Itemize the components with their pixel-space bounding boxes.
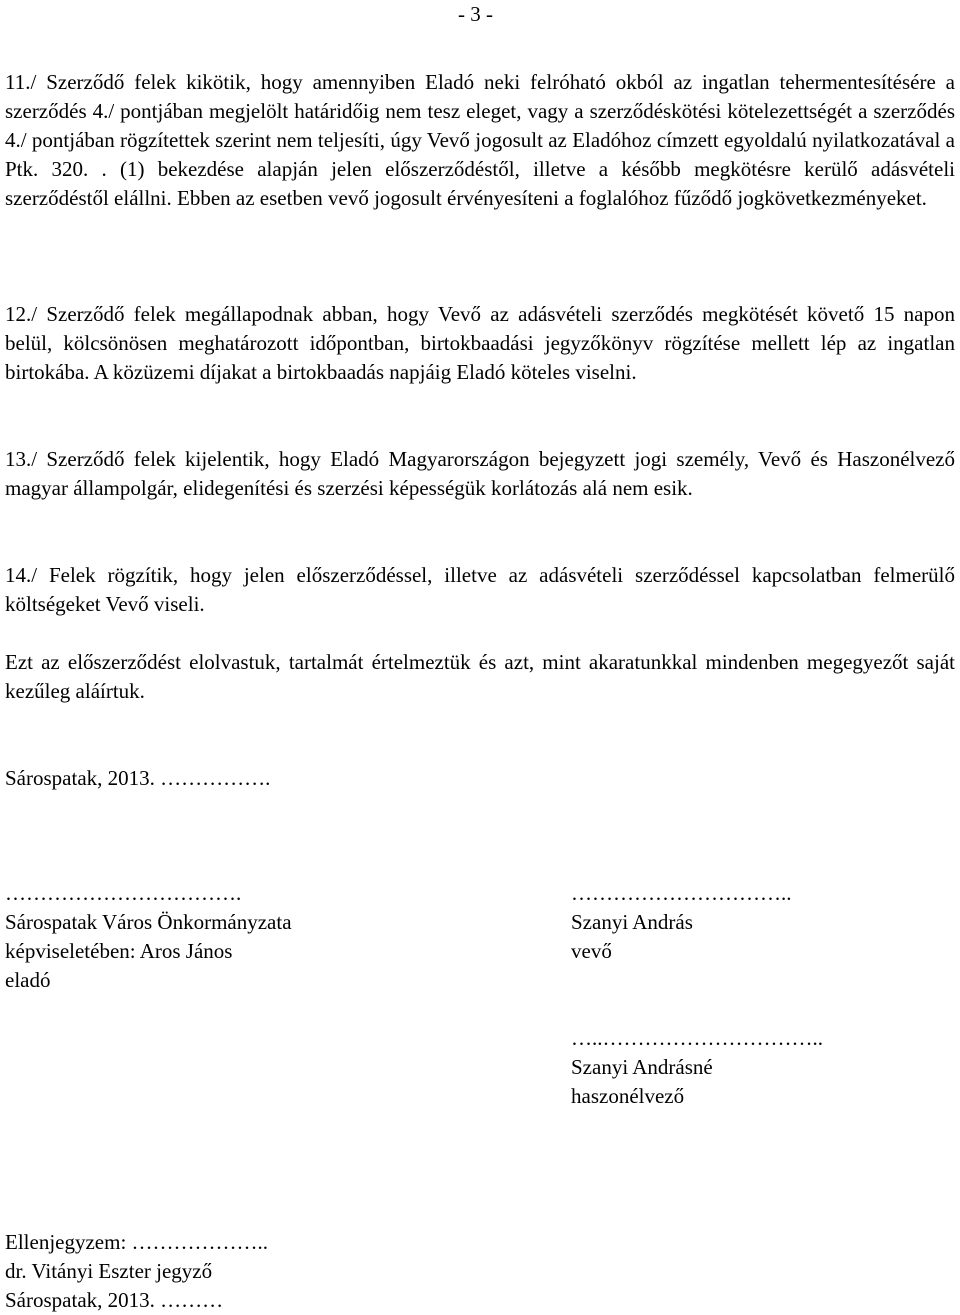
buyer-signature-line: ………………………….. (571, 881, 792, 905)
beneficiary-signature-line: …..………………………….. (571, 1026, 823, 1050)
countersign-name: dr. Vitányi Eszter jegyző (5, 1259, 213, 1283)
clause-13: 13./ Szerződő felek kijelentik, hogy Eladó Magyarországon bejegyzett jogi személy, Vevő és Haszonélvező magyar állampolgár, elidegenítési és szerzési képességük korlátozás alá nem esik. (5, 447, 955, 500)
page-number: - 3 - (458, 2, 493, 26)
buyer-name: Szanyi András (571, 910, 693, 934)
countersign-place-date: Sárospatak, 2013. ……… (5, 1288, 224, 1312)
seller-representative: képviseletében: Aros János (5, 939, 233, 963)
seller-role: eladó (5, 968, 51, 992)
clause-14: 14./ Felek rögzítik, hogy jelen előszerződéssel, illetve az adásvételi szerződéssel kapcsolatban felmerülő költségeket Vevő viseli. (5, 563, 955, 616)
clause-11: 11./ Szerződő felek kikötik, hogy amennyiben Eladó neki felróható okból az ingatlan tehermentesítésére a szerződés 4./ pontjában megjelölt határidőig nem tesz eleget, vagy a szerződéskötési kötelezettségét a szerződés 4./ pontjában rögzítettek szerint nem teljesíti, úgy Vevő jogosult az Eladóhoz címzett egyoldalú nyilatkozatával a Ptk. 320. . (1) bekezdése alapján jelen előszerződéstől, illetve a később megkötésre kerülő adásvételi szerződéstől elállni. Ebben az esetben vevő jogosult érvényesíteni a foglalóhoz fűződő jogkövetkezményeket. (5, 70, 955, 210)
seller-signature-line: ……………………………. (5, 881, 242, 905)
beneficiary-name: Szanyi Andrásné (571, 1055, 713, 1079)
beneficiary-role: haszonélvező (571, 1084, 685, 1108)
closing-statement: Ezt az előszerződést elolvastuk, tartalmát értelmeztük és azt, mint akaratunkkal mindenben megegyezőt saját kezűleg aláírtuk. (5, 650, 955, 703)
countersign-label: Ellenjegyzem: ……………….. (5, 1230, 269, 1254)
seller-name: Sárospatak Város Önkormányzata (5, 910, 292, 934)
clause-12: 12./ Szerződő felek megállapodnak abban, hogy Vevő az adásvételi szerződés megkötését követő 15 napon belül, kölcsönösen meghatározott időpontban, birtokbaadási jegyzőkönyv rögzítése mellett lép az ingatlan birtokába. A közüzemi díjakat a birtokbaadás napjáig Eladó köteles viselni. (5, 302, 955, 384)
buyer-role: vevő (571, 939, 612, 963)
place-date: Sárospatak, 2013. ……………. (5, 766, 271, 790)
